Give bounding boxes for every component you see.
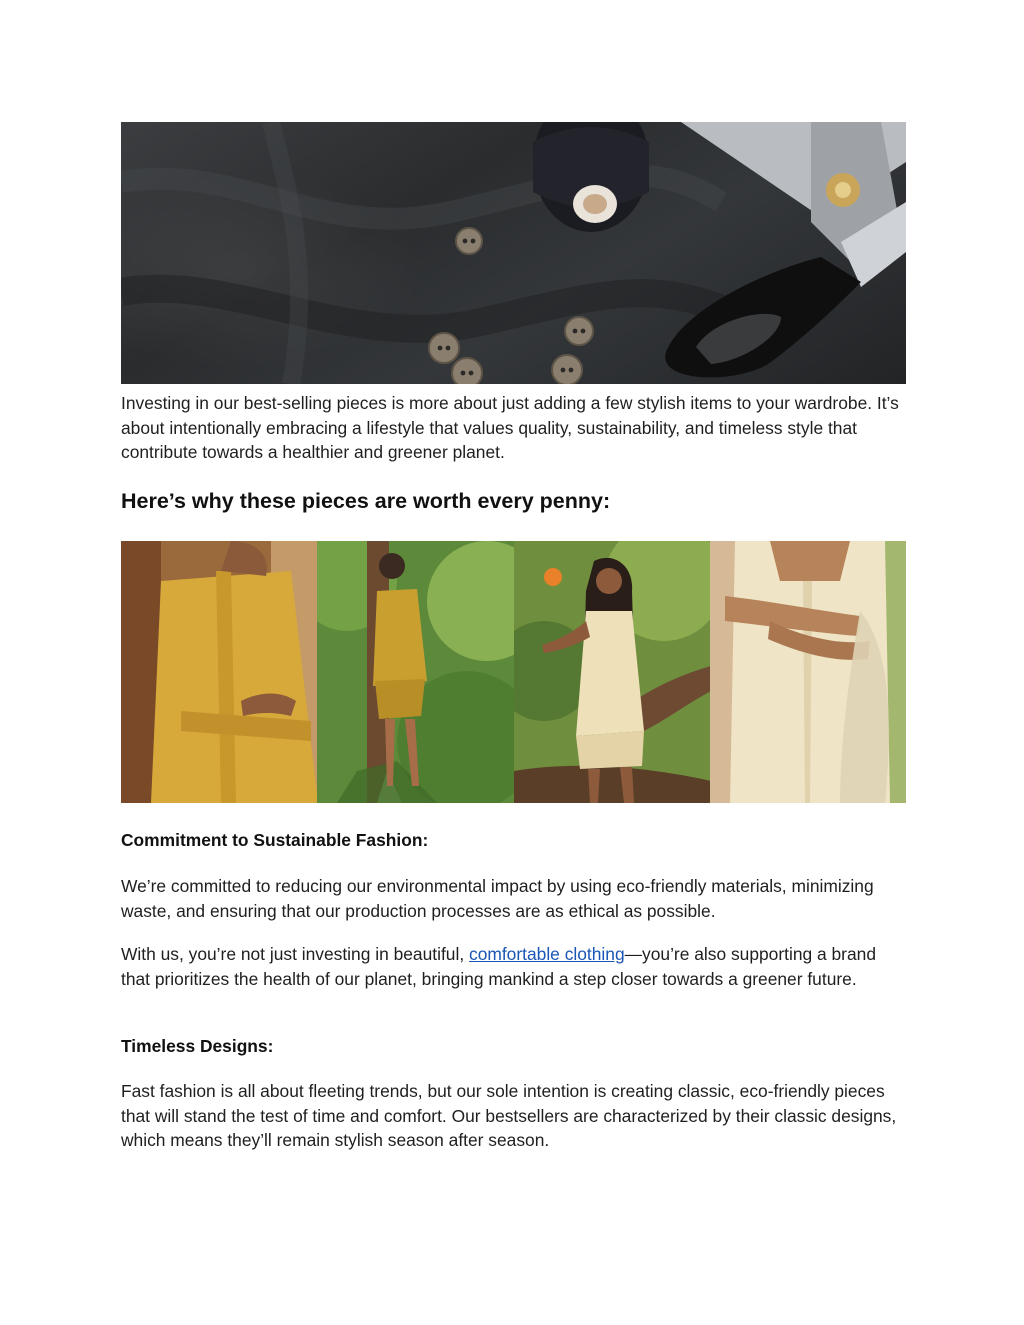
sustainable-heading: Commitment to Sustainable Fashion:: [121, 830, 429, 850]
intro-paragraph: Investing in our best-selling pieces is more about just adding a few stylish items to your wardrobe. It’s about intentionally embracing a lifestyle that values quality, sustainability, and timeless style that contribute towards a healthier and greener planet.: [121, 393, 899, 462]
paragraph-2-text-before-link: With us, you’re not just investing in beautiful,: [121, 944, 469, 964]
photo-1-illustration: [121, 541, 317, 803]
paragraph-2-text-after-link: —you’re also supporting a brand that prioritizes the health of our planet, bringing mankind a step closer towards a greener future.: [121, 944, 876, 989]
gallery-photo-cream-romper-closeup: [710, 541, 906, 803]
timeless-paragraph: Fast fashion is all about fleeting trends, but our sole intention is creating classic, eco-friendly pieces that will stand the test of time and comfort. Our bestsellers are characterized by their classic designs, which means they’ll remain stylish season after season.: [121, 1081, 897, 1150]
photo-3-illustration: [514, 541, 710, 803]
product-gallery: [121, 541, 906, 803]
gallery-photo-mustard-romper-forest: [317, 541, 513, 803]
why-heading: Here’s why these pieces are worth every penny:: [121, 489, 611, 513]
gallery-photo-mustard-dress-closeup: [121, 541, 317, 803]
hero-image-fabric-scissors: [121, 122, 906, 384]
photo-4-illustration: [710, 541, 906, 803]
timeless-heading: Timeless Designs:: [121, 1036, 274, 1056]
sustainable-paragraph-2: [121, 942, 906, 991]
hero-illustration: [121, 122, 906, 384]
photo-2-illustration: [317, 541, 513, 803]
sustainable-paragraph-1: We’re committed to reducing our environmental impact by using eco-friendly materials, minimizing waste, and ensuring that our production processes are as ethical as possible.: [121, 876, 874, 921]
comfortable-clothing-link[interactable]: comfortable clothing: [469, 944, 625, 964]
gallery-photo-cream-romper-orange: [514, 541, 710, 803]
